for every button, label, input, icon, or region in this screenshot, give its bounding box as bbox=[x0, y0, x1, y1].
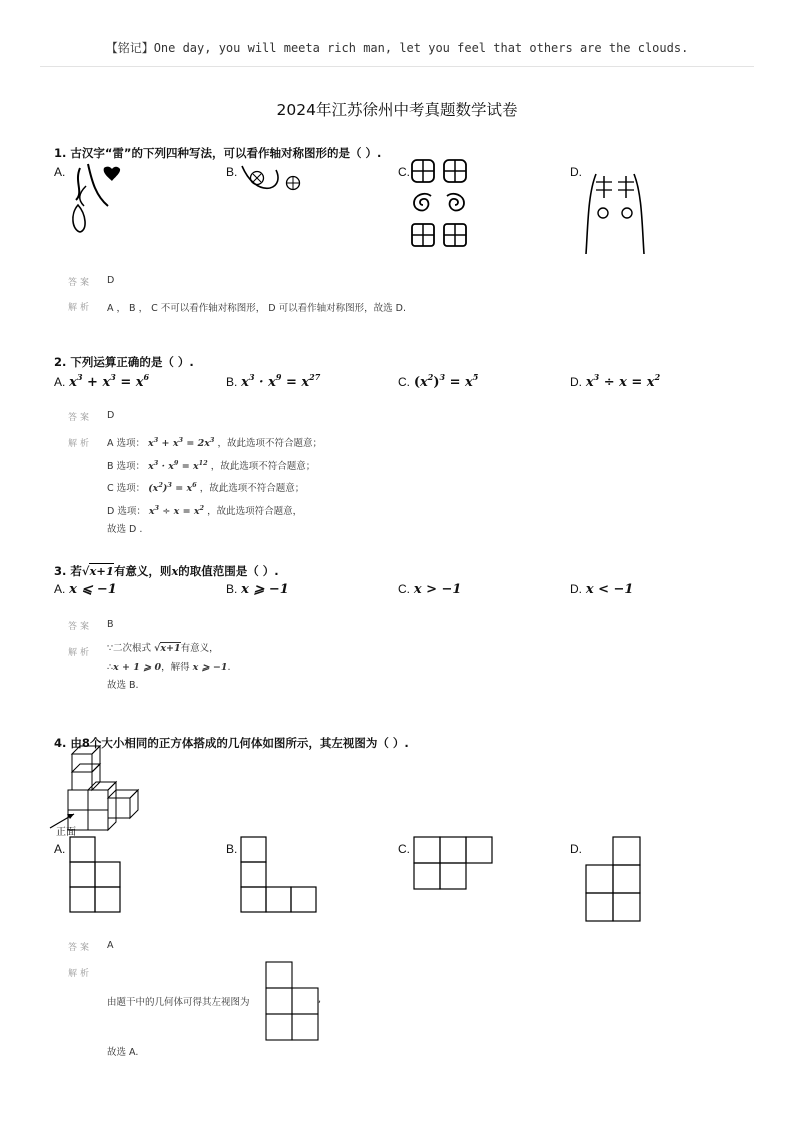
q2-analysis bbox=[107, 431, 322, 540]
q3-analysis bbox=[107, 640, 230, 696]
q2-answer-label: 答案 bbox=[68, 413, 93, 423]
q3-analysis-label: 解析 bbox=[68, 648, 93, 658]
q4-option-d-figure bbox=[585, 836, 641, 922]
q4-option-b-figure bbox=[240, 836, 318, 914]
q3-option-a-math: x ⩽ −1 bbox=[69, 582, 117, 597]
q4-answer-label: 答案 bbox=[68, 943, 93, 953]
q1-option-d-glyph bbox=[580, 164, 650, 256]
q1-stem: 1. 古汉字“雷”的下列四种写法，可以看作轴对称图形的是（ ）. bbox=[54, 146, 382, 160]
q3-option-b-math: x ⩾ −1 bbox=[241, 582, 289, 597]
q2-option-c-label: C. bbox=[398, 375, 410, 389]
q4-analysis-end: 故选 A. bbox=[107, 1047, 139, 1058]
q2-answer: D bbox=[107, 410, 115, 421]
q3-answer: B bbox=[107, 619, 114, 630]
q1-option-d-label: D. bbox=[570, 165, 582, 179]
q2-analysis-line: D 选项： $x^3 \div x = x^2$ ，故此选项符合题意， bbox=[107, 503, 303, 517]
q3-option-b bbox=[226, 582, 289, 597]
page-header: 【铭记】One day, you will meeta rich man, let you feel that others are the clouds. bbox=[105, 41, 689, 55]
header-divider bbox=[40, 66, 754, 67]
q4-option-a-figure bbox=[69, 836, 121, 914]
q3-option-c-label: C. bbox=[398, 582, 410, 596]
q2-option-a-math: $x^3 + x^3 = x^6$ bbox=[69, 372, 150, 390]
q2-option-a bbox=[54, 372, 149, 390]
q2-analysis-line: B 选项： $x^3 \cdot x^9 = x^{12}$ ，故此选项不符合题意； bbox=[107, 458, 316, 472]
q1-option-c-glyph bbox=[410, 158, 480, 248]
q1-analysis: A ， B ， C 不可以看作轴对称图形， D 可以看作轴对称图形，故选 D. bbox=[107, 303, 406, 314]
q3-option-c-math: x > −1 bbox=[413, 582, 462, 597]
q4-stem: 4. 由8个大小相同的正方体搭成的几何体如图所示，其左视图为（ ）. bbox=[54, 736, 409, 750]
q1-option-a-glyph bbox=[66, 160, 126, 235]
q4-option-c-figure bbox=[413, 836, 495, 890]
q2-analysis-label: 解析 bbox=[68, 439, 93, 449]
q2-option-d-label: D. bbox=[570, 375, 582, 389]
q2-option-c-math: $(x^2)^3 = x^5$ bbox=[413, 372, 479, 390]
q2-option-d-math: $x^3 \div x = x^2$ bbox=[585, 372, 661, 390]
q3-option-d bbox=[570, 582, 633, 597]
q3-analysis-line: ∴x + 1 ⩾ 0，解得 x ⩾ −1. bbox=[107, 661, 231, 673]
q3-stem: 3. 若√x+1有意义，则x的取值范围是（ ）. bbox=[54, 564, 279, 578]
q2-option-a-label: A. bbox=[54, 375, 66, 389]
q4-front-label: 正面 bbox=[56, 827, 76, 838]
q3-option-b-label: B. bbox=[226, 582, 238, 596]
q1-option-b-label: B. bbox=[226, 165, 238, 179]
q2-analysis-line: C 选项： $(x^2)^3 = x^6$ ，故此选项不符合题意； bbox=[107, 481, 305, 494]
page-title: 2024年江苏徐州中考真题数学试卷 bbox=[276, 101, 518, 119]
q3-analysis-line: ∵二次根式 √x+1有意义， bbox=[107, 643, 219, 654]
q3-option-a bbox=[54, 582, 117, 597]
q3-option-c bbox=[398, 582, 461, 597]
q4-option-a-label: A. bbox=[54, 842, 66, 856]
q2-option-d bbox=[570, 372, 660, 390]
q1-analysis-label: 解析 bbox=[68, 303, 93, 313]
q4-option-d-label: D. bbox=[570, 842, 582, 856]
q3-answer-label: 答案 bbox=[68, 622, 93, 632]
q2-option-b-label: B. bbox=[226, 375, 238, 389]
q4-option-b-label: B. bbox=[226, 842, 238, 856]
q4-analysis-figure bbox=[265, 961, 325, 1041]
q3-radicand: x+1 bbox=[89, 564, 114, 578]
q1-option-b-glyph bbox=[238, 164, 313, 199]
q3-option-a-label: A. bbox=[54, 582, 66, 596]
q2-analysis-line: 故选 D . bbox=[107, 524, 143, 535]
q2-option-b bbox=[226, 372, 320, 390]
q1-answer: D bbox=[107, 275, 115, 286]
q2-option-c bbox=[398, 372, 478, 390]
q1-answer-label: 答案 bbox=[68, 278, 93, 288]
q3-option-d-label: D. bbox=[570, 582, 582, 596]
q4-analysis-label: 解析 bbox=[68, 969, 93, 979]
q3-option-d-math: x < −1 bbox=[585, 582, 634, 597]
q4-analysis-text: 由题干中的几何体可得其左视图为 bbox=[107, 997, 250, 1008]
q4-answer: A bbox=[107, 940, 114, 951]
q2-analysis-line: A 选项： $x^3 + x^3 = 2x^3$ ，故此选项不符合题意； bbox=[107, 436, 322, 449]
q4-option-c-label: C. bbox=[398, 842, 410, 856]
q1-option-c-label: C. bbox=[398, 165, 410, 179]
q4-analysis-comma: , bbox=[318, 994, 322, 1005]
q3-analysis-line: 故选 B. bbox=[107, 680, 139, 691]
q1-option-a-label: A. bbox=[54, 165, 66, 179]
q2-stem: 2. 下列运算正确的是（ ）. bbox=[54, 355, 194, 369]
q2-option-b-math: $x^3 \cdot x^9 = x^{27}$ bbox=[241, 372, 321, 390]
